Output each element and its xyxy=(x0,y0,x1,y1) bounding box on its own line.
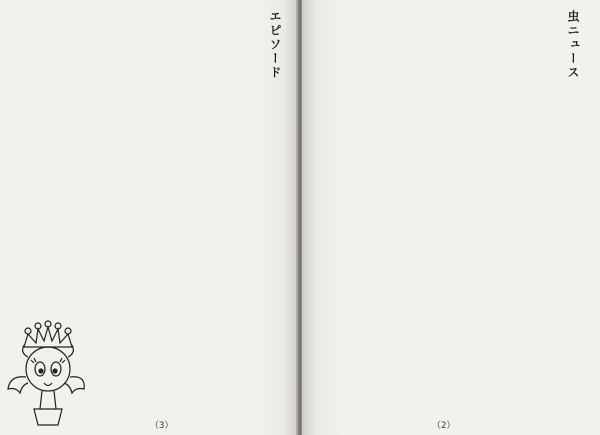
right-page xyxy=(302,0,600,435)
left-page xyxy=(0,0,298,435)
right-page-number: （2） xyxy=(432,421,456,431)
right-section-heading: 虫ニュース xyxy=(566,10,580,80)
left-page-number: （3） xyxy=(150,421,174,431)
left-section-heading: エピソード xyxy=(268,10,282,80)
crowned-winged-character-icon xyxy=(6,317,86,427)
